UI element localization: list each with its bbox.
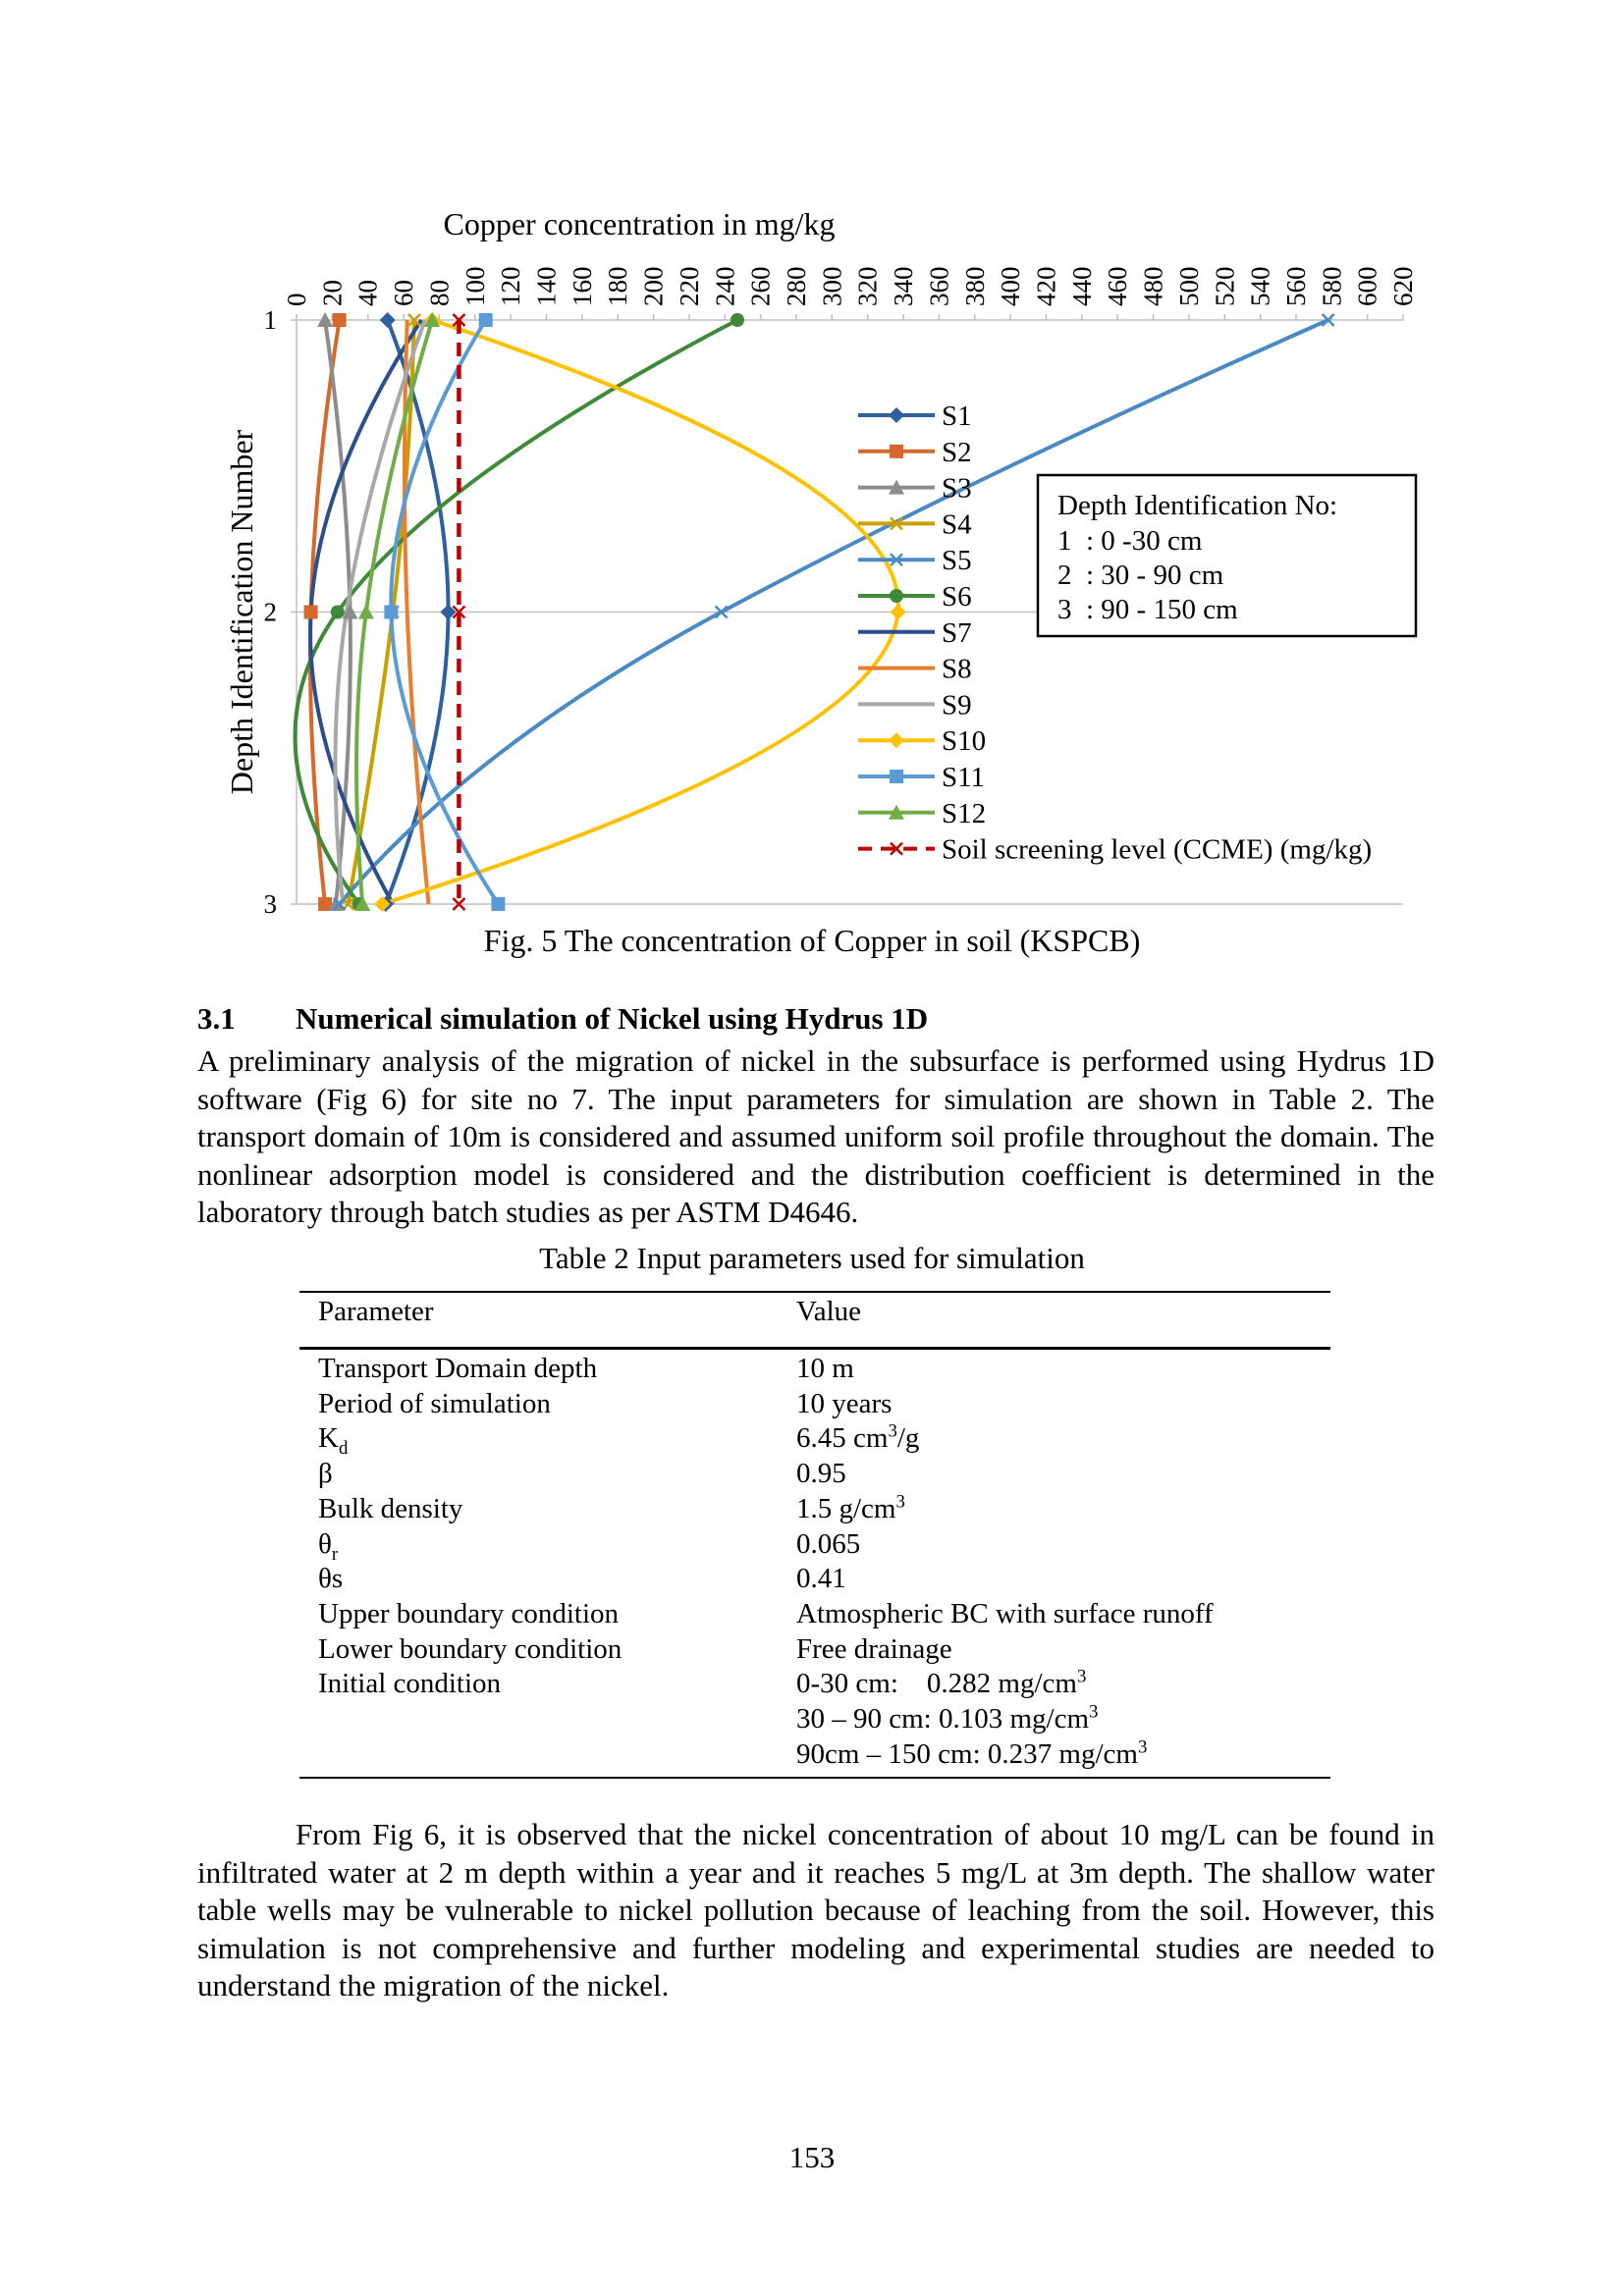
table-cell-parameter: Lower boundary condition	[318, 1632, 623, 1665]
legend-label: S6	[942, 581, 972, 613]
table-cell-value: Free drainage	[796, 1632, 952, 1665]
x-tick-label: 80	[424, 280, 455, 306]
section-number: 3.1	[197, 1001, 236, 1036]
x-tick-label: 420	[1031, 266, 1061, 306]
x-tick-label: 60	[389, 280, 419, 306]
table-header-parameter: Parameter	[318, 1296, 434, 1327]
y-tick-label: 3	[263, 889, 277, 919]
table-cell-value: 0.95	[796, 1458, 846, 1490]
x-tick-label: 0	[282, 293, 311, 306]
x-tick-label: 20	[317, 280, 348, 306]
legend-marker	[889, 407, 904, 423]
x-tick-label: 120	[496, 266, 526, 306]
table-cell-value: 0.41	[796, 1563, 846, 1595]
x-tick-label: 580	[1317, 266, 1347, 306]
table-cell-parameter: Upper boundary condition	[318, 1597, 620, 1629]
legend-label: S8	[942, 653, 972, 685]
data-point-6	[331, 606, 345, 619]
figure-caption: Fig. 5 The concentration of Copper in soil (KSPCB)	[483, 923, 1141, 958]
x-tick-label: 160	[567, 266, 597, 306]
table-cell-value: 0-30 cm: 0.282 $mg/cm^3$	[796, 1666, 1087, 1700]
x-tick-label: 560	[1280, 266, 1311, 306]
table-cell-parameter: β	[318, 1458, 333, 1490]
x-axis-title: Copper concentration in mg/kg	[443, 206, 836, 241]
legend-marker	[890, 445, 903, 458]
table-cell-value: 30 – 90 cm: 0.103 $mg/cm^3$	[796, 1701, 1099, 1735]
legend-marker	[889, 732, 904, 748]
table-cell-parameter: Transport Domain depth	[318, 1353, 598, 1384]
data-point-11	[384, 606, 398, 619]
table-cell-value: 1.5 $g/cm^3$	[796, 1491, 905, 1524]
x-tick-label: 360	[924, 266, 954, 306]
table-cell-parameter: Period of simulation	[318, 1387, 551, 1419]
table-cell-parameter: Bulk density	[318, 1492, 463, 1524]
x-tick-label: 340	[889, 266, 919, 306]
x-tick-label: 480	[1138, 266, 1168, 306]
legend-marker	[890, 770, 903, 783]
table-cell-value: 0.065	[796, 1527, 861, 1560]
legend-label: S12	[942, 797, 987, 829]
x-tick-label: 460	[1103, 266, 1133, 306]
table-cell-parameter: $\theta_r$	[318, 1527, 339, 1565]
x-tick-label: 320	[852, 266, 883, 306]
x-tick-label: 600	[1352, 266, 1382, 306]
x-tick-label: 620	[1388, 266, 1419, 306]
annotation-title: Depth Identification No:	[1057, 490, 1338, 521]
data-point-1	[380, 312, 396, 328]
data-point-10	[891, 605, 906, 620]
x-tick-label: 40	[352, 280, 383, 306]
x-tick-label: 540	[1245, 266, 1275, 306]
data-point-6	[731, 313, 744, 327]
legend-label: S7	[942, 616, 972, 649]
legend-label: S9	[942, 689, 972, 721]
table-cell-value: 10 years	[796, 1387, 893, 1419]
x-tick-label: 440	[1066, 266, 1097, 306]
table-header-value: Value	[796, 1296, 862, 1327]
section-heading	[197, 1001, 928, 1037]
data-point-11	[479, 313, 493, 327]
legend-marker	[890, 589, 903, 603]
legend-label: Soil screening level (CCME) (mg/kg)	[942, 833, 1373, 866]
y-tick-label: 1	[263, 305, 277, 335]
x-tick-label: 200	[638, 266, 669, 306]
table-cell-value: 90cm – 150 cm: 0.237 $mg/cm^3$	[796, 1736, 1148, 1770]
x-tick-label: 140	[531, 266, 562, 306]
x-tick-label: 500	[1173, 266, 1204, 306]
section-title: Numerical simulation of Nickel using Hydrus 1D	[296, 1001, 929, 1036]
x-tick-label: 400	[996, 266, 1026, 306]
table-cell-parameter: $K_d$	[318, 1422, 349, 1460]
table-caption: Table 2 Input parameters used for simulation	[539, 1241, 1085, 1275]
table-header-rule	[299, 1347, 1330, 1350]
results-paragraph: From Fig 6, it is observed that the nickel concentration of about 10 mg/L can be found in infiltrated water at 2 m depth within a year and it reaches 5 mg/L at 3m depth. The shallow water table wells may be vulnerable to nickel pollution because of leaching from the soil. However, this simulation is not comprehensive and further modeling and experimental studies are needed to understand the migration of the nickel.	[197, 1817, 1435, 2003]
table-cell-parameter: Initial condition	[318, 1668, 502, 1700]
annotation-line: 2 : 30 - 90 cm	[1057, 560, 1224, 591]
copper-concentration-chart	[0, 0, 1624, 923]
annotation-line: 3 : 90 - 150 cm	[1057, 594, 1238, 625]
table-cell-value: 6.45 $cm^3/g$	[796, 1420, 920, 1455]
depth-identification-box	[1038, 475, 1416, 636]
x-tick-label: 100	[460, 266, 490, 306]
legend-label: S4	[942, 508, 972, 541]
y-axis-title: Depth Identification Number	[224, 429, 259, 795]
data-point-2	[333, 313, 347, 327]
table-cell-value: 10 m	[796, 1353, 854, 1384]
x-tick-label: 280	[781, 266, 811, 306]
legend-label: S1	[942, 400, 972, 432]
legend-label: S11	[942, 762, 986, 793]
legend-label: S3	[942, 472, 972, 505]
legend-label: S5	[942, 545, 972, 577]
x-tick-label: 300	[817, 266, 847, 306]
x-tick-label: 240	[710, 266, 740, 306]
section-paragraph: A preliminary analysis of the migration of nickel in the subsurface is performed using Hydrus 1D software (Fig 6) for site no 7. The input parameters for simulation are shown in Table 2. The transport domain of 10m is considered and assumed uniform soil profile throughout the domain. The nonlinear adsorption model is considered and the distribution coefficient is determined in the laboratory through batch studies as per ASTM D4646.	[197, 1043, 1435, 1230]
page-number: 153	[788, 2140, 836, 2174]
x-tick-label: 520	[1210, 266, 1240, 306]
data-point-11	[491, 897, 505, 911]
data-point-2	[304, 606, 318, 619]
table-bottom-rule	[299, 1777, 1330, 1779]
table-cell-parameter: θs	[318, 1563, 344, 1595]
x-tick-label: 260	[745, 266, 776, 306]
x-tick-label: 180	[603, 266, 633, 306]
legend-label: S10	[942, 725, 987, 758]
legend-label: S2	[942, 436, 972, 468]
x-tick-label: 380	[959, 266, 990, 306]
y-tick-label: 2	[263, 597, 277, 627]
table-cell-value: Atmospheric BC with surface runoff	[796, 1597, 1214, 1629]
x-tick-label: 220	[674, 266, 704, 306]
annotation-line: 1 : 0 -30 cm	[1057, 525, 1203, 557]
table-top-rule	[299, 1291, 1330, 1293]
